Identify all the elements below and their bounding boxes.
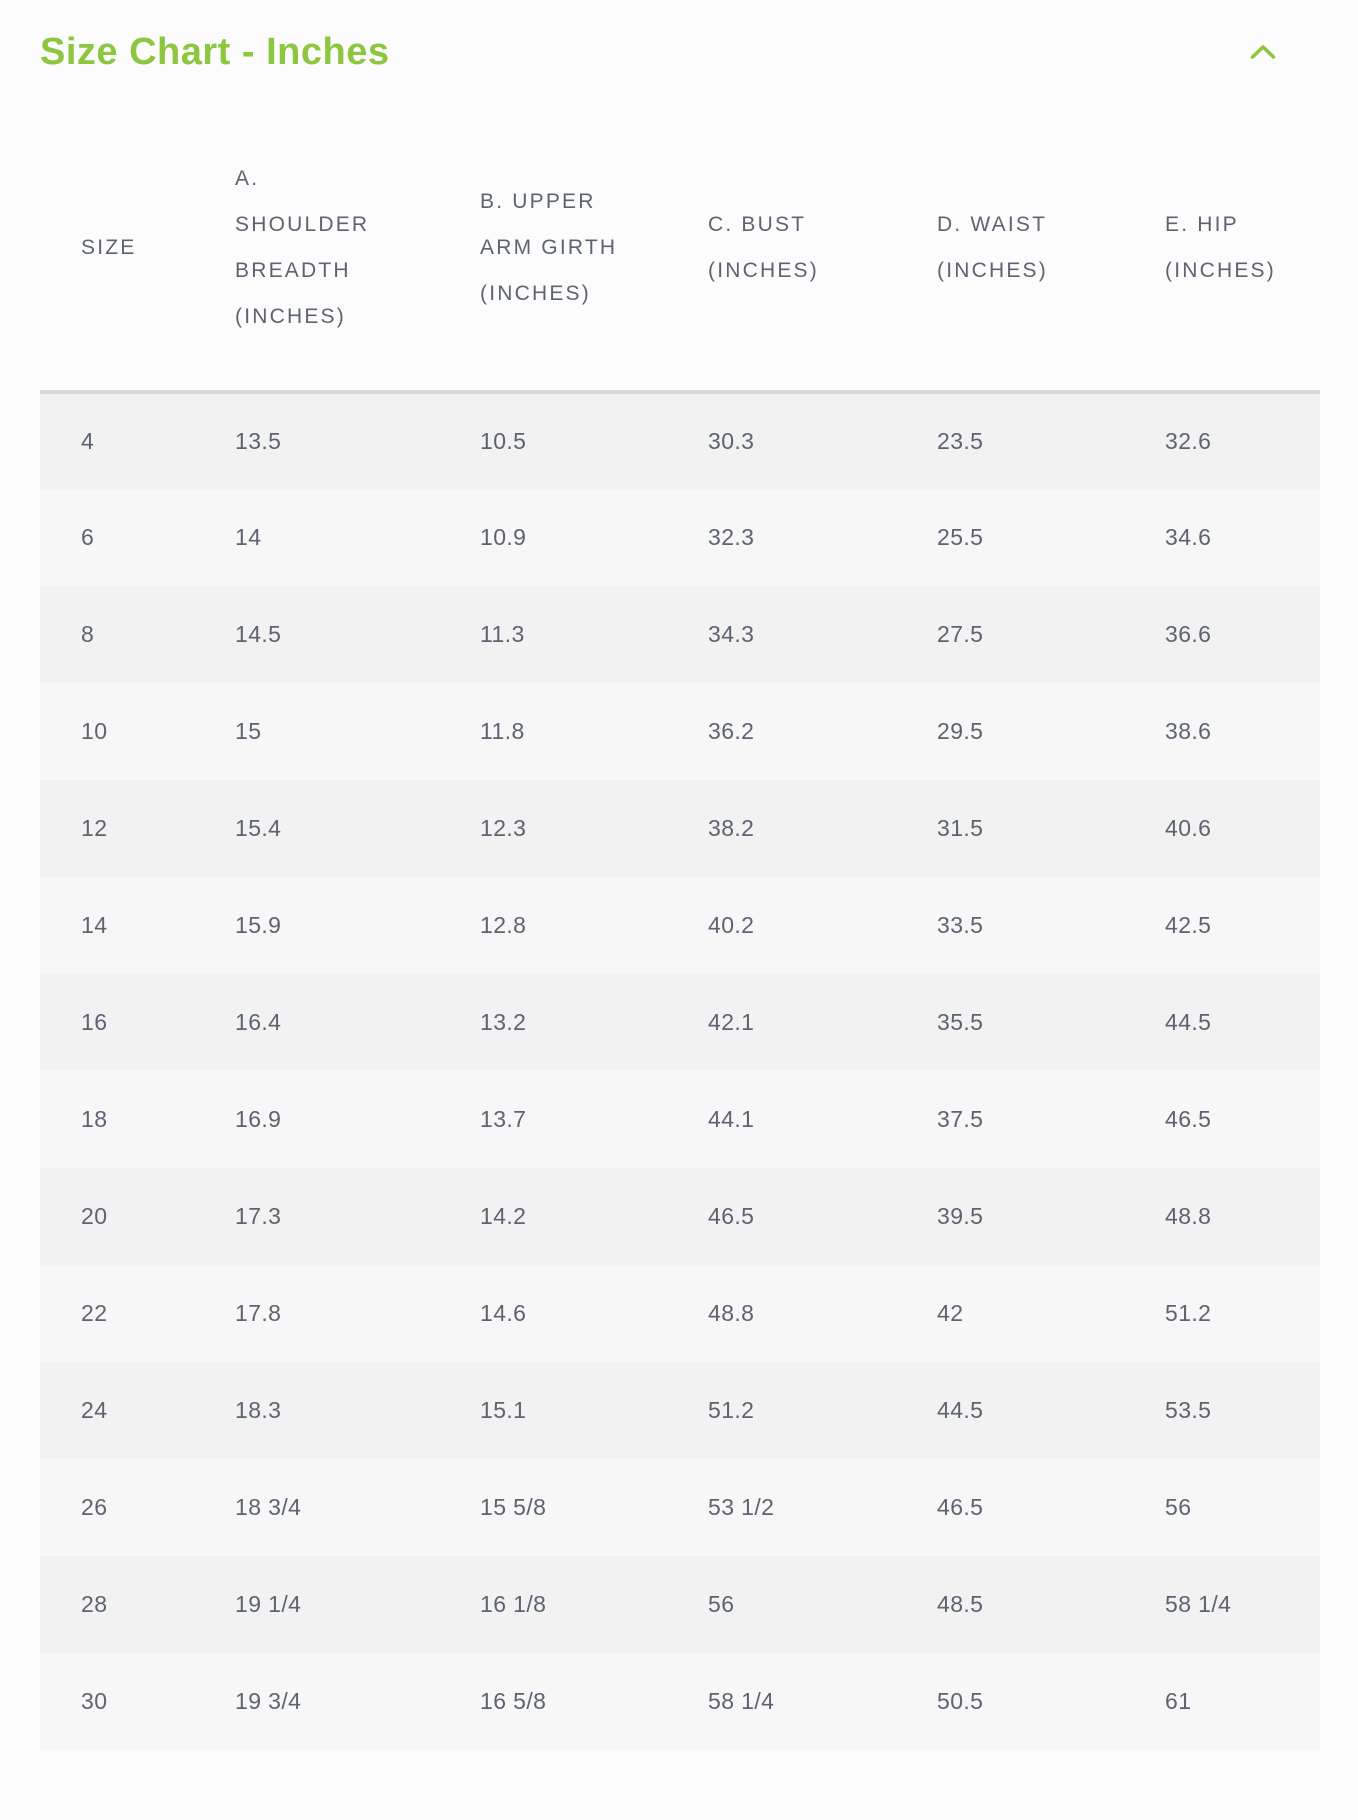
table-cell: 37.5 <box>937 1106 984 1132</box>
table-cell: 6 <box>81 524 95 550</box>
table-cell: 36.2 <box>708 718 755 744</box>
table-cell: 32.3 <box>708 524 755 550</box>
table-cell: 14 <box>81 912 108 938</box>
table-cell: 17.8 <box>235 1300 282 1326</box>
table-header-row <box>40 76 1320 392</box>
table-cell: 8 <box>81 621 95 647</box>
column-header-size: SIZE <box>40 76 235 392</box>
table-cell: 23.5 <box>937 428 984 454</box>
table-row <box>40 683 1320 780</box>
table-cell: 16 5/8 <box>480 1688 547 1714</box>
table-cell: 42 <box>937 1300 964 1326</box>
table-cell: 16.9 <box>235 1106 282 1132</box>
table-row <box>40 877 1320 974</box>
table-cell: 13.5 <box>235 428 282 454</box>
table-cell: 15.4 <box>235 815 282 841</box>
table-cell: 44.5 <box>1165 1009 1212 1035</box>
table-cell: 38.6 <box>1165 718 1212 744</box>
table-cell: 24 <box>81 1397 108 1423</box>
table-cell: 48.5 <box>937 1591 984 1617</box>
table-row <box>40 586 1320 683</box>
table-row <box>40 1459 1320 1556</box>
table-cell: 30 <box>81 1688 108 1714</box>
table-row <box>40 1362 1320 1459</box>
table-cell: 36.6 <box>1165 621 1212 647</box>
table-row <box>40 1556 1320 1653</box>
table-cell: 61 <box>1165 1688 1192 1714</box>
table-cell: 28 <box>81 1591 108 1617</box>
table-cell: 46.5 <box>708 1203 755 1229</box>
table-cell: 16 1/8 <box>480 1591 547 1617</box>
table-cell: 18.3 <box>235 1397 282 1423</box>
column-header-shoulder-breadth: A. SHOULDER BREADTH (INCHES) <box>235 76 480 392</box>
table-cell: 14.5 <box>235 621 282 647</box>
table-cell: 11.8 <box>480 718 525 744</box>
table-row <box>40 392 1320 489</box>
column-header-hip: E. HIP (INCHES) <box>1165 76 1320 392</box>
table-cell: 46.5 <box>1165 1106 1212 1132</box>
table-cell: 40.6 <box>1165 815 1212 841</box>
column-header-upper-arm-girth: B. UPPER ARM GIRTH (INCHES) <box>480 76 708 392</box>
table-cell: 50.5 <box>937 1688 984 1714</box>
table-cell: 4 <box>81 428 95 454</box>
column-header-bust: C. BUST (INCHES) <box>708 76 937 392</box>
table-cell: 58 1/4 <box>1165 1591 1232 1617</box>
table-cell: 44.1 <box>708 1106 755 1132</box>
table-cell: 29.5 <box>937 718 984 744</box>
table-cell: 40.2 <box>708 912 755 938</box>
size-chart-accordion-header[interactable] <box>0 0 1358 76</box>
column-header-waist: D. WAIST (INCHES) <box>937 76 1165 392</box>
table-cell: 12.3 <box>480 815 527 841</box>
table-cell: 15 <box>235 718 262 744</box>
table-row <box>40 1168 1320 1265</box>
table-cell: 14.2 <box>480 1203 527 1229</box>
table-cell: 32.6 <box>1165 428 1212 454</box>
table-cell: 12 <box>81 815 108 841</box>
table-cell: 51.2 <box>708 1397 755 1423</box>
table-cell: 10.5 <box>480 428 527 454</box>
table-cell: 13.7 <box>480 1106 527 1132</box>
table-cell: 27.5 <box>937 621 984 647</box>
table-cell: 19 1/4 <box>235 1591 302 1617</box>
table-cell: 16 <box>81 1009 108 1035</box>
table-cell: 20 <box>81 1203 108 1229</box>
table-row <box>40 1265 1320 1362</box>
table-cell: 18 <box>81 1106 108 1132</box>
table-cell: 44.5 <box>937 1397 984 1423</box>
table-cell: 35.5 <box>937 1009 984 1035</box>
chevron-up-icon[interactable] <box>1246 35 1280 69</box>
table-cell: 48.8 <box>1165 1203 1212 1229</box>
table-cell: 48.8 <box>708 1300 755 1326</box>
table-cell: 51.2 <box>1165 1300 1212 1326</box>
table-cell: 22 <box>81 1300 108 1326</box>
table-cell: 10.9 <box>480 524 527 550</box>
table-cell: 11.3 <box>480 621 525 647</box>
table-cell: 13.2 <box>480 1009 527 1035</box>
table-cell: 30.3 <box>708 428 755 454</box>
table-cell: 42.1 <box>708 1009 755 1035</box>
table-cell: 46.5 <box>937 1494 984 1520</box>
table-body <box>40 392 1320 1750</box>
table-row <box>40 780 1320 877</box>
table-cell: 53 1/2 <box>708 1494 775 1520</box>
table-row <box>40 974 1320 1071</box>
table-row <box>40 1071 1320 1168</box>
table-cell: 53.5 <box>1165 1397 1212 1423</box>
table-cell: 18 3/4 <box>235 1494 302 1520</box>
table-cell: 38.2 <box>708 815 755 841</box>
table-cell: 14.6 <box>480 1300 527 1326</box>
table-cell: 10 <box>81 718 108 744</box>
table-cell: 34.6 <box>1165 524 1212 550</box>
table-cell: 42.5 <box>1165 912 1212 938</box>
table-cell: 39.5 <box>937 1203 984 1229</box>
table-cell: 25.5 <box>937 524 984 550</box>
size-chart-table <box>40 76 1320 1750</box>
table-cell: 17.3 <box>235 1203 282 1229</box>
section-title: Size Chart - Inches <box>40 30 390 73</box>
table-cell: 56 <box>708 1591 735 1617</box>
table-cell: 15.1 <box>480 1397 527 1423</box>
table-cell: 12.8 <box>480 912 527 938</box>
table-cell: 58 1/4 <box>708 1688 775 1714</box>
table-cell: 34.3 <box>708 621 755 647</box>
table-row <box>40 1653 1320 1750</box>
table-cell: 26 <box>81 1494 108 1520</box>
table-cell: 15 5/8 <box>480 1494 547 1520</box>
table-cell: 15.9 <box>235 912 282 938</box>
table-cell: 33.5 <box>937 912 984 938</box>
table-cell: 56 <box>1165 1494 1192 1520</box>
table-cell: 19 3/4 <box>235 1688 302 1714</box>
table-cell: 14 <box>235 524 262 550</box>
table-cell: 31.5 <box>937 815 984 841</box>
table-cell: 16.4 <box>235 1009 282 1035</box>
table-row <box>40 489 1320 586</box>
